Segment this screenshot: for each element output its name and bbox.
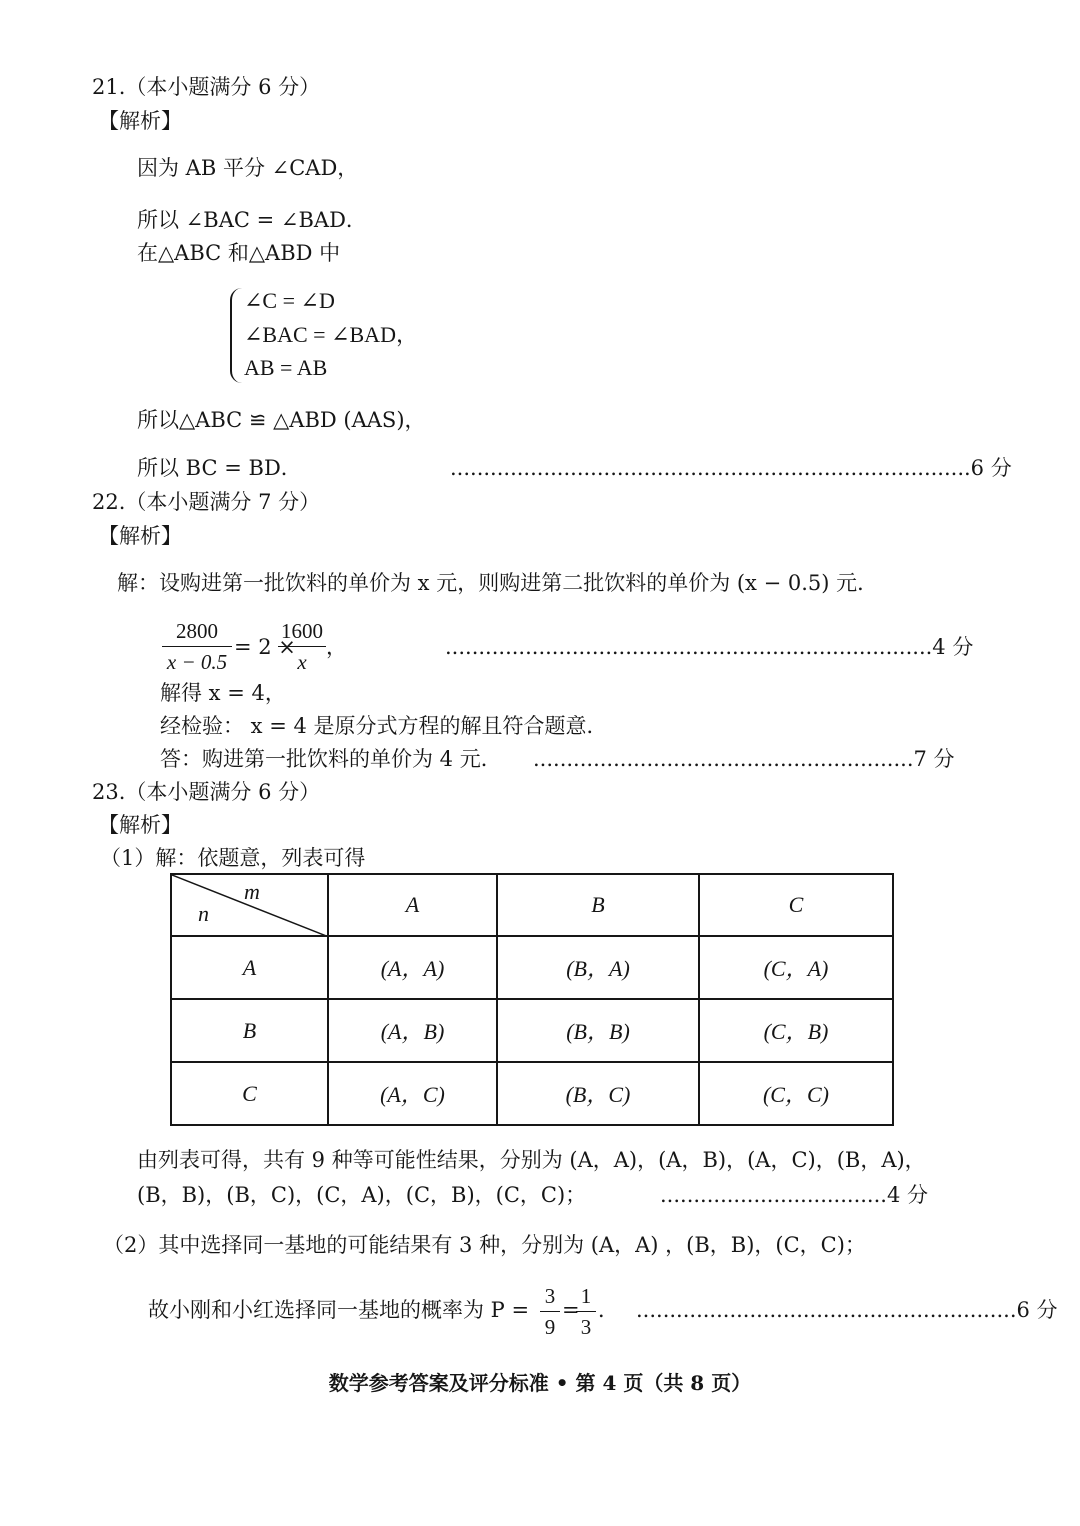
table-header-cell: A [328,874,497,936]
table-row [171,999,893,1062]
table-cell: (C，A) [699,936,893,999]
q22-score-2: .........................................................7 分 [533,747,955,771]
q21-line-4: 所以△ABC ≌ △ABD (AAS)， [137,408,426,432]
q21-line-3: 在△ABC 和△ABD 中 [137,241,341,265]
table-header-cell: B [497,874,699,936]
probability-end: ． [598,1298,619,1322]
fraction-right-denominator: x [297,650,307,674]
probability-fraction-1-denominator: 9 [544,1315,556,1339]
system-eq-1: ∠C = ∠D [244,288,335,313]
q21-line-2: 所以 ∠BAC = ∠BAD． [137,208,367,232]
table-cell: (A，A) [328,936,497,999]
page-footer: 数学参考答案及评分标准 • 第 4 页（共 8 页） [328,1371,752,1395]
q23-summary-1: 由列表可得，共有 9 种等可能性结果，分别为 (A，A)，(A，B)，(A，C)，(B，A)， [137,1148,926,1172]
corner-label-n: n [198,901,209,926]
outcome-table [170,873,894,1126]
q23-analysis-tag: 【解析】 [98,813,182,837]
q23-summary-2: (B，B)，(B，C)，(C，A)，(C，B)，(C，C)； [137,1183,587,1207]
table-row [171,936,893,999]
corner-label-m: m [244,879,260,904]
q23-score-1: ..................................4 分 [660,1183,928,1207]
table-row-label: B [171,999,328,1062]
table-cell: (C，C) [699,1062,893,1125]
probability-fraction-2 [576,1283,596,1340]
fraction-left-denominator: x − 0.5 [166,650,228,674]
fraction-left-numerator: 2800 [176,619,218,643]
probability-fraction-2-denominator: 3 [580,1315,592,1339]
fraction-right-numerator: 1600 [281,619,323,643]
q22-line-4: 答：购进第一批饮料的单价为 4 元． [160,747,502,771]
system-brace [230,288,242,383]
equation-middle: = 2 × [234,635,296,659]
equation-tail: ， [326,635,347,659]
table-row [171,1062,893,1125]
table-header-cell: C [699,874,893,936]
q21-line-1: 因为 AB 平分 ∠CAD， [137,156,359,180]
q21-title: 21.（本小题满分 6 分） [92,75,321,99]
table-cell: (B，B) [497,999,699,1062]
table-cell: (A，C) [328,1062,497,1125]
table-cell: (B，A) [497,936,699,999]
system-eq-2: ∠BAC = ∠BAD， [244,322,418,347]
q23-part-2: （2）其中选择同一基地的可能结果有 3 种，分别为 (A，A) ，(B，B)，(C，C)； [103,1233,866,1257]
table-cell: (C，B) [699,999,893,1062]
q22-line-1: 解：设购进第一批饮料的单价为 x 元，则购进第二批饮料的单价为 (x − 0.5) 元． [117,571,879,595]
q23-part-1: （1）解：依题意，列表可得 [100,846,366,870]
probability-fraction-1-numerator: 3 [544,1284,556,1308]
table-row-label: C [171,1062,328,1125]
q22-title: 22.（本小题满分 7 分） [92,490,321,514]
system-eq-3: AB = AB [244,355,328,380]
probability-fraction-2-numerator: 1 [580,1284,592,1308]
probability-equals: = [562,1298,580,1322]
table-cell: (A，B) [328,999,497,1062]
fraction-right [278,618,326,675]
q21-line-5: 所以 BC = BD． [137,456,302,480]
probability-text: 故小刚和小红选择同一基地的概率为 P = [148,1298,530,1322]
q23-score-2: .........................................................6 分 [636,1298,1058,1322]
q22-analysis-tag: 【解析】 [98,524,182,548]
q23-title: 23.（本小题满分 6 分） [92,780,321,804]
q21-analysis-tag: 【解析】 [98,109,182,133]
q22-score-1: .........................................................................4 分 [445,635,974,659]
table-header-row [171,874,893,936]
table-cell: (B，C) [497,1062,699,1125]
q21-score: ..............................................................................6 分 [450,456,1012,480]
table-row-label: A [171,936,328,999]
table-corner-cell [171,874,328,936]
q22-line-3: 经检验： x = 4 是原分式方程的解且符合题意． [160,714,608,738]
fraction-left [162,618,232,675]
q22-line-2: 解得 x = 4， [160,681,286,705]
probability-fraction-1 [540,1283,560,1340]
